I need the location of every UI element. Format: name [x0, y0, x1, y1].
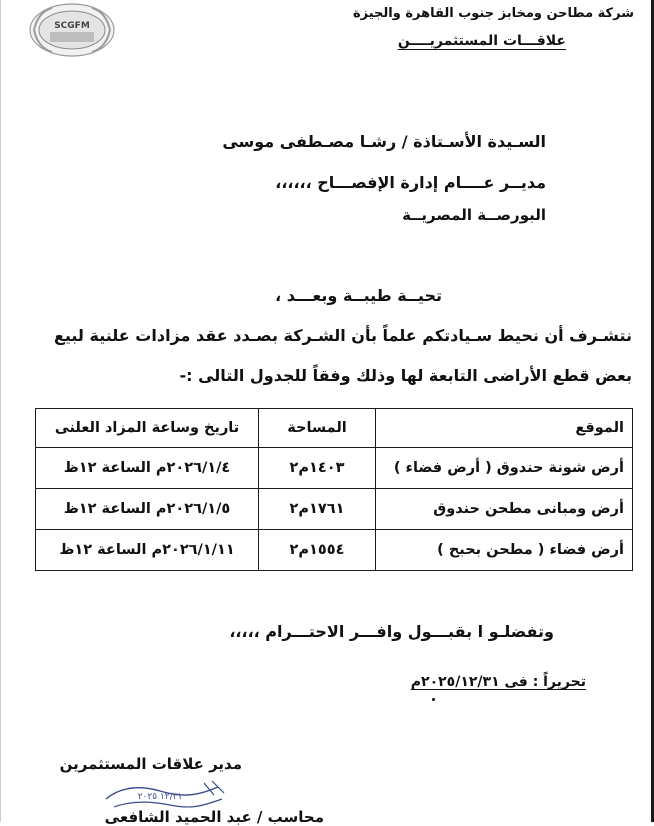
row-area: ١٥٥٤م٢ [259, 529, 376, 570]
table-header-row [36, 409, 633, 448]
company-name: شركة مطاحن ومخابز جنوب القاهرة والجيزة [352, 6, 634, 21]
auction-table [35, 408, 633, 571]
signer-name: محاسب / عبد الحميد الشافعى [104, 808, 324, 826]
row-area: ١٤٠٣م٢ [259, 447, 376, 488]
addressee-organization: البورصــة المصريــة [402, 206, 546, 224]
date-line: تحريراً : فى ٢٠٢٥/١٢/٣١م [410, 674, 586, 690]
signer-title: مدير علاقات المستثمرين [59, 755, 242, 773]
addressee-title: مديــر عــــام إدارة الإفصـــاح ،،،،،، [275, 173, 546, 192]
table-row [36, 447, 633, 488]
row-location: أرض ومبانى مطحن حندوق [376, 488, 633, 529]
row-date: ٢٠٢٦/١/٤م الساعة ١٢ظ [36, 447, 259, 488]
company-logo [28, 2, 116, 58]
row-date: ٢٠٢٦/١/٥م الساعة ١٢ظ [36, 488, 259, 529]
table-row [36, 488, 633, 529]
row-location: أرض شونة حندوق ( أرض فضاء ) [376, 447, 633, 488]
body-line-2: بعض قطع الأراضى التابعة لها وذلك وفقاً للجدول التالى :- [179, 366, 632, 385]
row-location: أرض فضاء ( مطحن بحبح ) [376, 529, 633, 570]
greeting: تحيــة طيبــة وبعـــد ، [275, 286, 442, 305]
table-row [36, 529, 633, 570]
letterhead [214, 6, 634, 49]
header-area: المساحة [259, 409, 376, 448]
row-area: ١٧٦١م٢ [259, 488, 376, 529]
row-date: ٢٠٢٦/١/١١م الساعة ١٢ظ [36, 529, 259, 570]
header-location: الموقع [376, 409, 633, 448]
closing-line: وتفضلـو ا بقبـــول وافـــر الاحتـــرام ،،،،، [229, 622, 554, 641]
signature-text: ١٢/٣١ ٢٠٢٥ [137, 792, 183, 802]
ink-dot [432, 698, 435, 701]
department-name: علاقـــات المستثمريــــن [397, 33, 566, 49]
logo-text: SCGFM [54, 21, 90, 31]
addressee-name: السـيدة الأسـتاذة / رشـا مصـطفى موسى [222, 132, 546, 151]
body-line-1: نتشـرف أن نحيط سـيادتكم علماً بأن الشـركة بصـدد عقد مزادات علنية لبيع [53, 326, 632, 345]
scan-edge-left [0, 0, 1, 822]
header-date: تاريخ وساعة المزاد العلنى [36, 409, 259, 448]
